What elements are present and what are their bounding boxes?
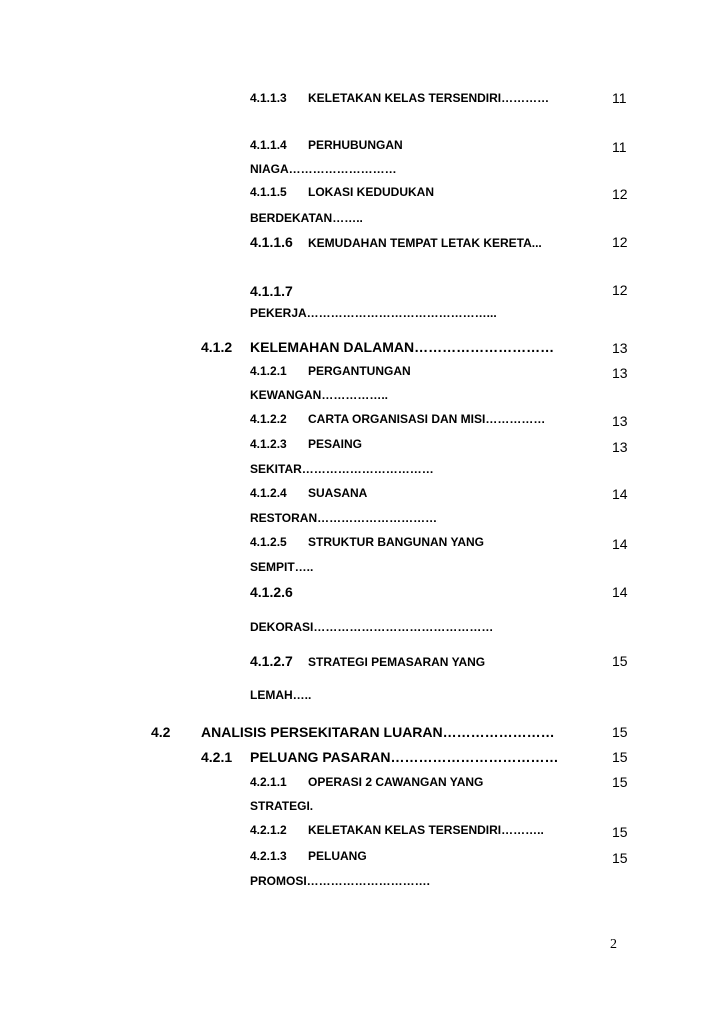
toc-continuation: SEMPIT…..	[250, 560, 314, 574]
entry-page: 13	[612, 439, 628, 455]
entry-page: 12	[612, 234, 628, 250]
toc-entry	[250, 412, 545, 426]
toc-continuation: RESTORAN…………………………	[250, 511, 438, 525]
entry-title: ANALISIS PERSEKITARAN LUARAN……………………	[201, 724, 555, 740]
entry-code: 4.1.2.6	[250, 584, 293, 600]
toc-entry	[250, 185, 434, 199]
toc-entry	[250, 437, 362, 451]
entry-page: 13	[612, 340, 628, 356]
entry-page: 15	[612, 749, 628, 765]
entry-title: KELEMAHAN DALAMAN…………………………	[250, 339, 555, 355]
toc-continuation: SEKITAR……………………………	[250, 462, 434, 476]
entry-title: STRUKTUR BANGUNAN YANG	[308, 535, 485, 549]
entry-code: 4.1.1.6	[250, 234, 293, 250]
entry-code: 4.1.1.4	[250, 138, 287, 152]
entry-code: 4.2.1.3	[250, 849, 287, 863]
entry-title: PERHUBUNGAN	[308, 138, 403, 152]
entry-code: 4.1.1.3	[250, 91, 287, 105]
entry-page: 15	[612, 850, 628, 866]
entry-title: SUASANA	[308, 486, 368, 500]
entry-code: 4.2	[151, 724, 171, 740]
entry-page: 11	[612, 90, 627, 106]
entry-page: 15	[612, 724, 628, 740]
toc-entry	[250, 234, 542, 250]
toc-continuation: KEWANGAN……………..	[250, 388, 388, 402]
toc-continuation: BERDEKATAN……..	[250, 211, 363, 225]
toc-continuation: PEKERJA………………………………………...	[250, 306, 497, 320]
entry-page: 15	[612, 653, 628, 669]
entry-code: 4.1.2.5	[250, 535, 287, 549]
entry-page: 12	[612, 186, 628, 202]
toc-entry	[250, 486, 367, 500]
entry-title: KEMUDAHAN TEMPAT LETAK KERETA...	[308, 236, 542, 250]
toc-entry	[250, 138, 403, 152]
toc-continuation: PROMOSI………………………….	[250, 874, 431, 888]
entry-title: PELUANG	[308, 849, 367, 863]
entry-title: STRATEGI PEMASARAN YANG	[308, 655, 486, 669]
entry-title: PESAING	[308, 437, 363, 451]
toc-entry	[250, 849, 367, 863]
toc-continuation: LEMAH…..	[250, 688, 312, 702]
entry-code: 4.1.1.5	[250, 185, 287, 199]
entry-page: 14	[612, 536, 628, 552]
toc-entry	[250, 823, 544, 837]
toc-continuation: NIAGA………………………	[250, 162, 397, 176]
toc-continuation: DEKORASI………………………………………	[250, 620, 494, 634]
entry-code: 4.1.2.1	[250, 364, 287, 378]
toc-entry	[151, 724, 555, 740]
entry-page: 13	[612, 365, 628, 381]
toc-entry	[250, 364, 411, 378]
entry-code: 4.2.1.2	[250, 823, 287, 837]
entry-code: 4.1.2.2	[250, 412, 287, 426]
entry-page: 11	[612, 139, 627, 155]
entry-title: KELETAKAN KELAS TERSENDIRI………..	[308, 823, 544, 837]
toc-entry	[250, 775, 483, 789]
entry-page: 13	[612, 413, 628, 429]
toc-entry	[250, 535, 484, 549]
entry-page: 15	[612, 824, 628, 840]
entry-code: 4.2.1.1	[250, 775, 287, 789]
toc-entry	[201, 749, 559, 765]
toc-entry	[250, 91, 549, 105]
toc-continuation: STRATEGI.	[250, 799, 314, 813]
toc-entry	[250, 584, 293, 600]
toc-entry	[250, 283, 293, 299]
toc-entry	[250, 653, 485, 669]
entry-code: 4.1.2.7	[250, 653, 293, 669]
entry-title: KELETAKAN KELAS TERSENDIRI…………	[308, 91, 550, 105]
entry-code: 4.1.2.3	[250, 437, 287, 451]
entry-title: OPERASI 2 CAWANGAN YANG	[308, 775, 484, 789]
entry-code: 4.1.2	[201, 339, 233, 355]
entry-page: 12	[612, 282, 628, 298]
entry-title: PERGANTUNGAN	[308, 364, 411, 378]
page-number: 2	[610, 937, 617, 952]
entry-page: 15	[612, 774, 628, 790]
entry-page: 14	[612, 584, 628, 600]
entry-title: PELUANG PASARAN………………………………	[250, 749, 559, 765]
entry-code: 4.2.1	[201, 749, 233, 765]
toc-entry	[201, 339, 554, 355]
entry-title: LOKASI KEDUDUKAN	[308, 185, 434, 199]
entry-title: CARTA ORGANISASI DAN MISI……………	[308, 412, 546, 426]
entry-code: 4.1.1.7	[250, 283, 293, 299]
entry-code: 4.1.2.4	[250, 486, 287, 500]
entry-page: 14	[612, 486, 628, 502]
